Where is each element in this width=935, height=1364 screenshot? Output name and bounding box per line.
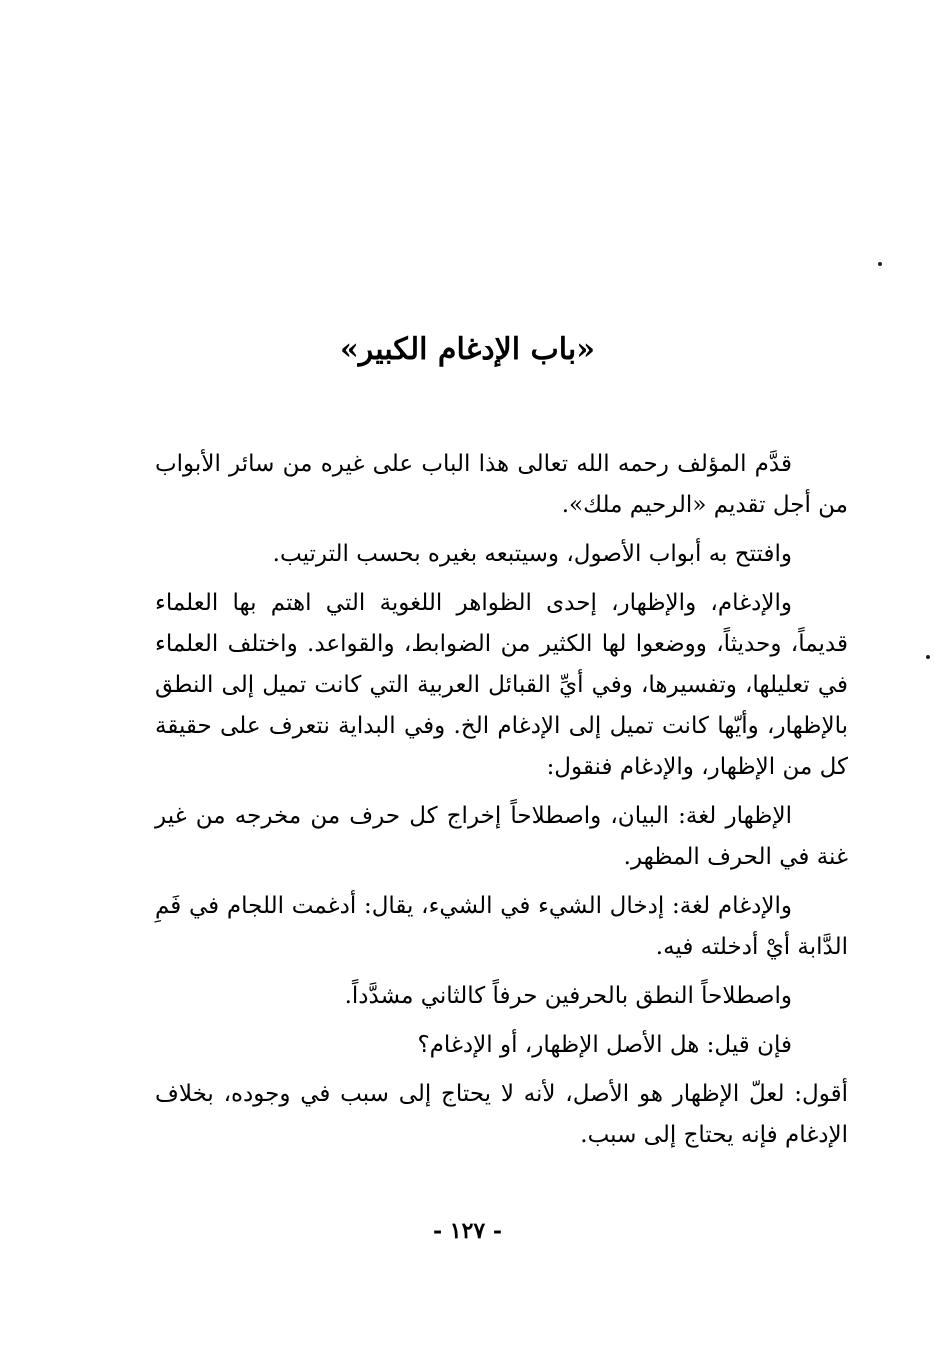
paragraph-idgham-technical: واصطلاحاً النطق بالحرفين حرفاً كالثاني مشدَّداً. [344, 983, 792, 1009]
paragraph-izhar-definition: الإظهار لغة: البيان، واصطلاحاً إخراج كل حرف من مخرجه من غير غنة في الحرف المظهر. [155, 803, 848, 870]
page-body [155, 444, 848, 1164]
paragraph-idgham-definition: والإدغام لغة: إدخال الشيء في الشيء، يقال: أدغمت اللجام في فَمِ الدَّابة أيْ أدخلته فيه. [155, 893, 848, 960]
scan-speck [878, 262, 882, 266]
paragraph-question: فإن قيل: هل الأصل الإظهار، أو الإدغام؟ [417, 1032, 792, 1058]
paragraph-answer: أقول: لعلّ الإظهار هو الأصل، لأنه لا يحتاج إلى سبب في وجوده، بخلاف الإدغام فإنه يحتاج إلى سبب. [155, 1081, 848, 1148]
page-number: - ١٢٧ - [432, 1218, 503, 1244]
paragraph-intro: قدَّم المؤلف رحمه الله تعالى هذا الباب على غيره من سائر الأبواب من أجل تقديم «الرحيم ملك». [155, 451, 848, 518]
paragraph-phenomena: والإدغام، والإظهار، إحدى الظواهر اللغوية التي اهتم بها العلماء قديماً، وحديثاً، ووضعوا لها الكثير من الضوابط، والقواعد. واختلف العلماء في تعليلها، وتفسيرها، وفي أيِّ القبائل العربية التي كانت تميل إلى النطق بالإظهار، وأيّها كانت تميل إلى الإدغام الخ. وفي البداية نتعرف على حقيقة كل من الإظهار، والإدغام فنقول: [155, 590, 848, 780]
paragraph-opening: وافتتح به أبواب الأصول، وسيتبعه بغيره بحسب الترتيب. [272, 541, 792, 567]
scan-speck [926, 655, 930, 659]
chapter-title: «باب الإدغام الكبير» [339, 332, 596, 367]
